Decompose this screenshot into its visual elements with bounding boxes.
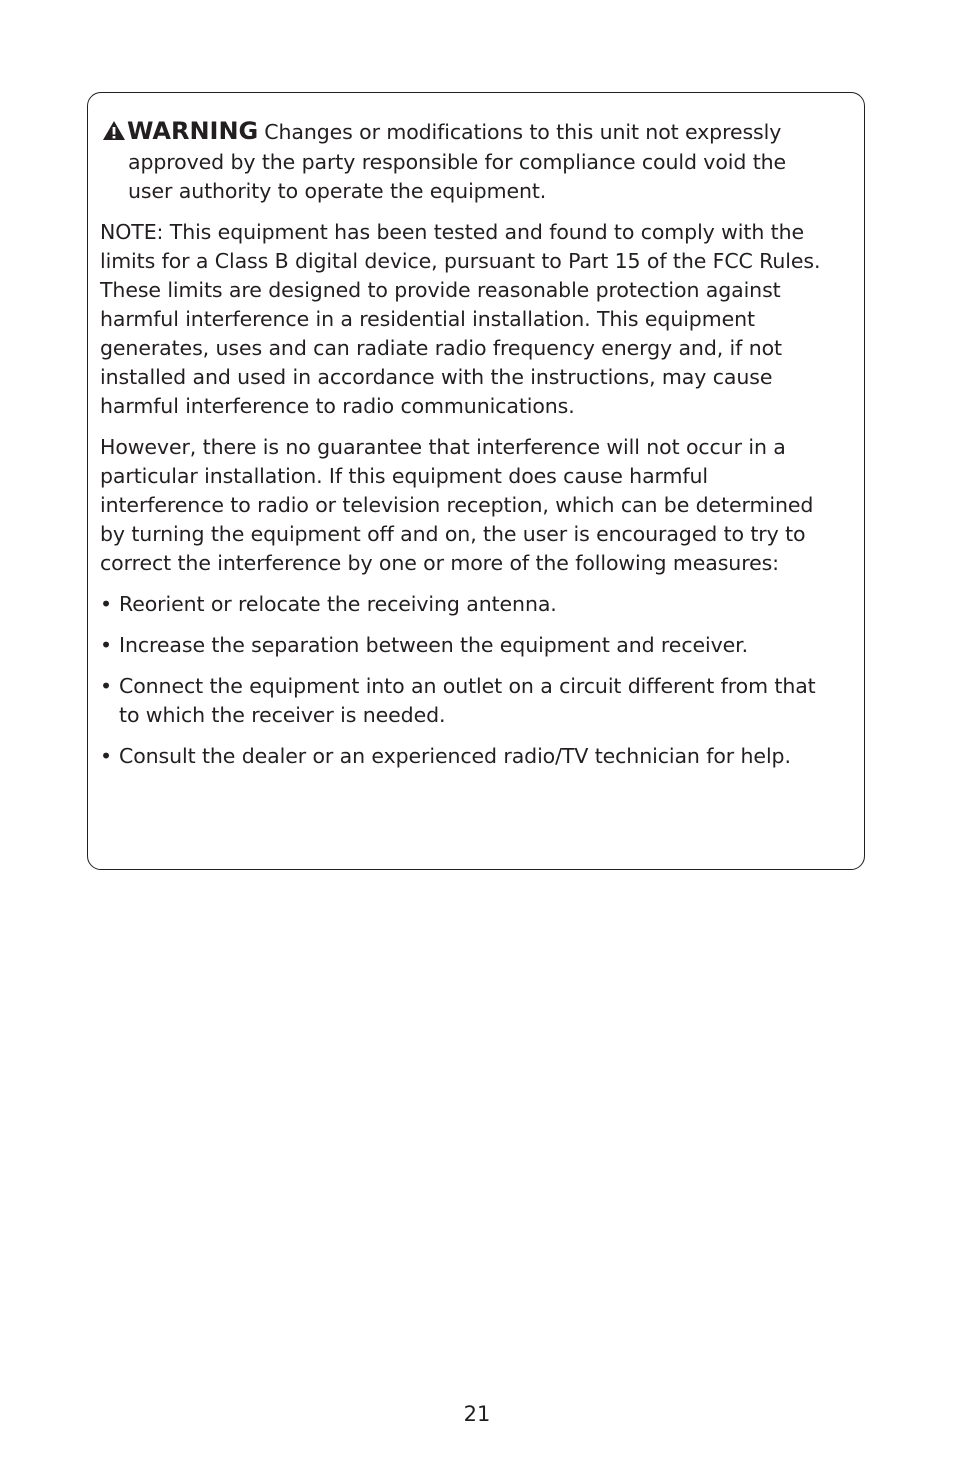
list-item-text: Increase the separation between the equipment and receiver. — [119, 633, 749, 657]
warning-heading-text: WARNING — [127, 117, 259, 145]
bullet: • — [100, 592, 112, 616]
however-paragraph: However, there is no guarantee that interference will not occur in a particular installation. If this equipment does cause harmful interference to radio or television reception, which can be determined by turning the equipment off and on, the user is encouraged to try to correct the interference by one or more of the following measures: — [100, 435, 814, 575]
bullet: • — [100, 744, 112, 768]
bullet: • — [100, 674, 112, 698]
warning-heading — [102, 117, 258, 145]
list-item — [100, 742, 834, 771]
list-item — [100, 672, 834, 730]
note-paragraph: NOTE: This equipment has been tested and found to comply with the limits for a Class B digital device, pursuant to Part 15 of the FCC Rules. These limits are designed to provide reasonable protection against harmful interference in a residential installation. This equipment generates, uses and can radiate radio frequency energy and, if not installed and used in accordance with the instructions, may cause harmful interference to radio communications. — [100, 220, 821, 418]
fcc-notice-box — [87, 92, 865, 870]
bullet: • — [100, 633, 112, 657]
warning-triangle-icon — [102, 119, 126, 148]
list-item-text: Connect the equipment into an outlet on a circuit different from that to which the receiver is needed. — [119, 674, 816, 727]
warning-text: Changes or modifications to this unit not expressly approved by the party responsible for compliance could void the user authority to operate the equipment. — [128, 120, 787, 203]
list-item — [100, 590, 834, 619]
page-number: 21 — [463, 1402, 491, 1426]
list-item-text: Consult the dealer or an experienced radio/TV technician for help. — [119, 744, 791, 768]
list-item — [100, 631, 834, 660]
warning-paragraph — [100, 117, 834, 206]
list-item-text: Reorient or relocate the receiving antenna. — [119, 592, 557, 616]
